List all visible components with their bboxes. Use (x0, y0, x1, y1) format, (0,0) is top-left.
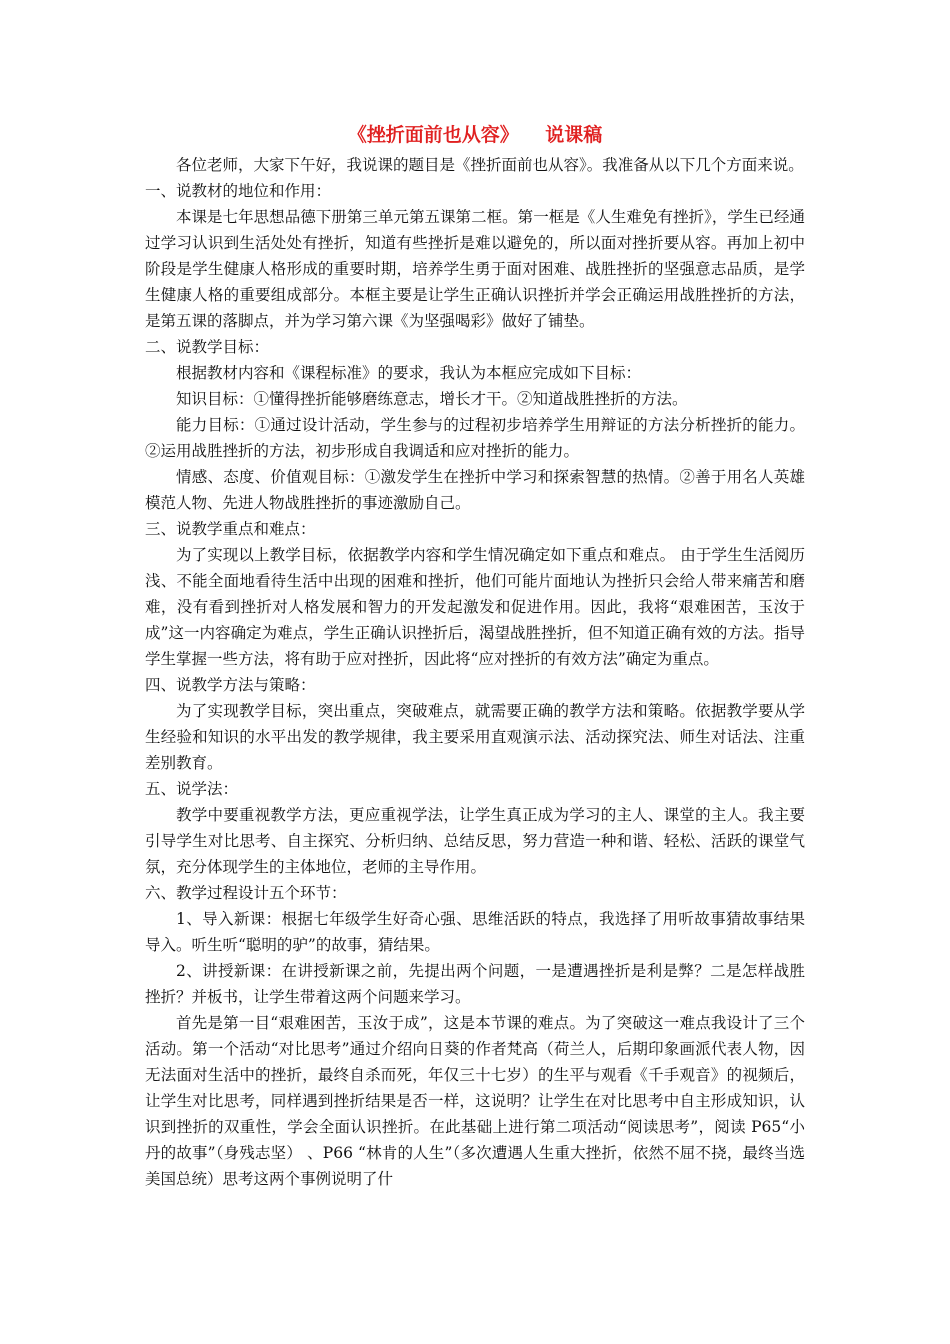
paragraph: 根据教材内容和《课程标准》的要求，我认为本框应完成如下目标： (176, 364, 642, 382)
document-title: 《挫折面前也从容》 说课稿 (347, 124, 603, 146)
section-heading: 六、教学过程设计五个环节： (145, 884, 347, 902)
section-heading: 二、说教学目标： (145, 338, 270, 356)
paragraph: 情感、态度、价值观目标：①激发学生在挫折中学习和探索智慧的热情。②善于用名人英雄模范人物、先进人物战胜挫折的事迹激励自己。 (145, 468, 805, 512)
document-page (145, 118, 805, 1192)
section-heading: 一、说教材的地位和作用： (145, 182, 332, 200)
paragraph: 首先是第一目“艰难困苦，玉汝于成”，这是本节课的难点。为了突破这一难点我设计了三个活动。第一个活动“对比思考”通过介绍向日葵的作者梵高（荷兰人，后期印象画派代表人物，因无法面对生活中的挫折，最终自杀而死，年仅三十七岁）的生平与观看《千手观音》的视频后，让学生对比思考，同样遇到挫折结果是否一样，这说明？让学生在对比思考中自主形成知识，认识到挫折的双重性，学会全面认识挫折。在此基础上进行第二项活动“阅读思考”，阅读 P65“小丹的故事”（身残志坚） 、P66 “林肯的人生”（多次遭遇人生重大挫折，依然不屈不挠，最终当选美国总统）思考这两个事例说明了什 (145, 1014, 805, 1188)
paragraph: 为了实现以上教学目标，依据教学内容和学生情况确定如下重点和难点。 由于学生生活阅历浅、不能全面地看待生活中出现的困难和挫折，他们可能片面地认为挫折只会给人带来痛苦和磨难，没有看到挫折对人格发展和智力的开发起激发和促进作用。因此，我将“艰难困苦，玉汝于成”这一内容确定为难点，学生正确认识挫折后，渴望战胜挫折，但不知道正确有效的方法。指导学生掌握一些方法，将有助于应对挫折，因此将“应对挫折的有效方法”确定为重点。 (145, 546, 805, 668)
paragraph: 知识目标：①懂得挫折能够磨练意志，增长才干。②知道战胜挫折的方法。 (176, 390, 688, 408)
paragraph: 能力目标：①通过设计活动，学生参与的过程初步培养学生用辩证的方法分析挫折的能力。②运用战胜挫折的方法，初步形成自我调适和应对挫折的能力。 (145, 416, 805, 460)
section-heading: 五、说学法： (145, 780, 239, 798)
paragraph: 本课是七年思想品德下册第三单元第五课第二框。第一框是《人生难免有挫折》，学生已经通过学习认识到生活处处有挫折，知道有些挫折是难以避免的，所以面对挫折要从容。再加上初中阶段是学生健康人格形成的重要时期，培养学生勇于面对困难、战胜挫折的坚强意志品质，是学生健康人格的重要组成部分。本框主要是让学生正确认识挫折并学会正确运用战胜挫折的方法，是第五课的落脚点，并为学习第六课《为坚强喝彩》做好了铺垫。 (145, 208, 805, 330)
paragraph: 1、导入新课：根据七年级学生好奇心强、思维活跃的特点，我选择了用听故事猜故事结果导入。听生听“聪明的驴”的故事，猜结果。 (145, 910, 805, 954)
section-heading: 四、说教学方法与策略： (145, 676, 316, 694)
section-heading: 三、说教学重点和难点： (145, 520, 316, 538)
paragraph: 2、讲授新课：在讲授新课之前，先提出两个问题，一是遭遇挫折是利是弊？二是怎样战胜挫折？并板书，让学生带着这两个问题来学习。 (145, 962, 805, 1006)
paragraph: 教学中要重视教学方法，更应重视学法，让学生真正成为学习的主人、课堂的主人。我主要引导学生对比思考、自主探究、分析归纳、总结反思，努力营造一种和谐、轻松、活跃的课堂气氛，充分体现学生的主体地位，老师的主导作用。 (145, 806, 805, 876)
paragraph: 为了实现教学目标，突出重点，突破难点，就需要正确的教学方法和策略。依据教学要从学生经验和知识的水平出发的教学规律，我主要采用直观演示法、活动探究法、师生对话法、注重差别教育。 (145, 702, 805, 772)
intro-paragraph: 各位老师，大家下午好，我说课的题目是《挫折面前也从容》。我准备从以下几个方面来说。 (176, 156, 804, 174)
